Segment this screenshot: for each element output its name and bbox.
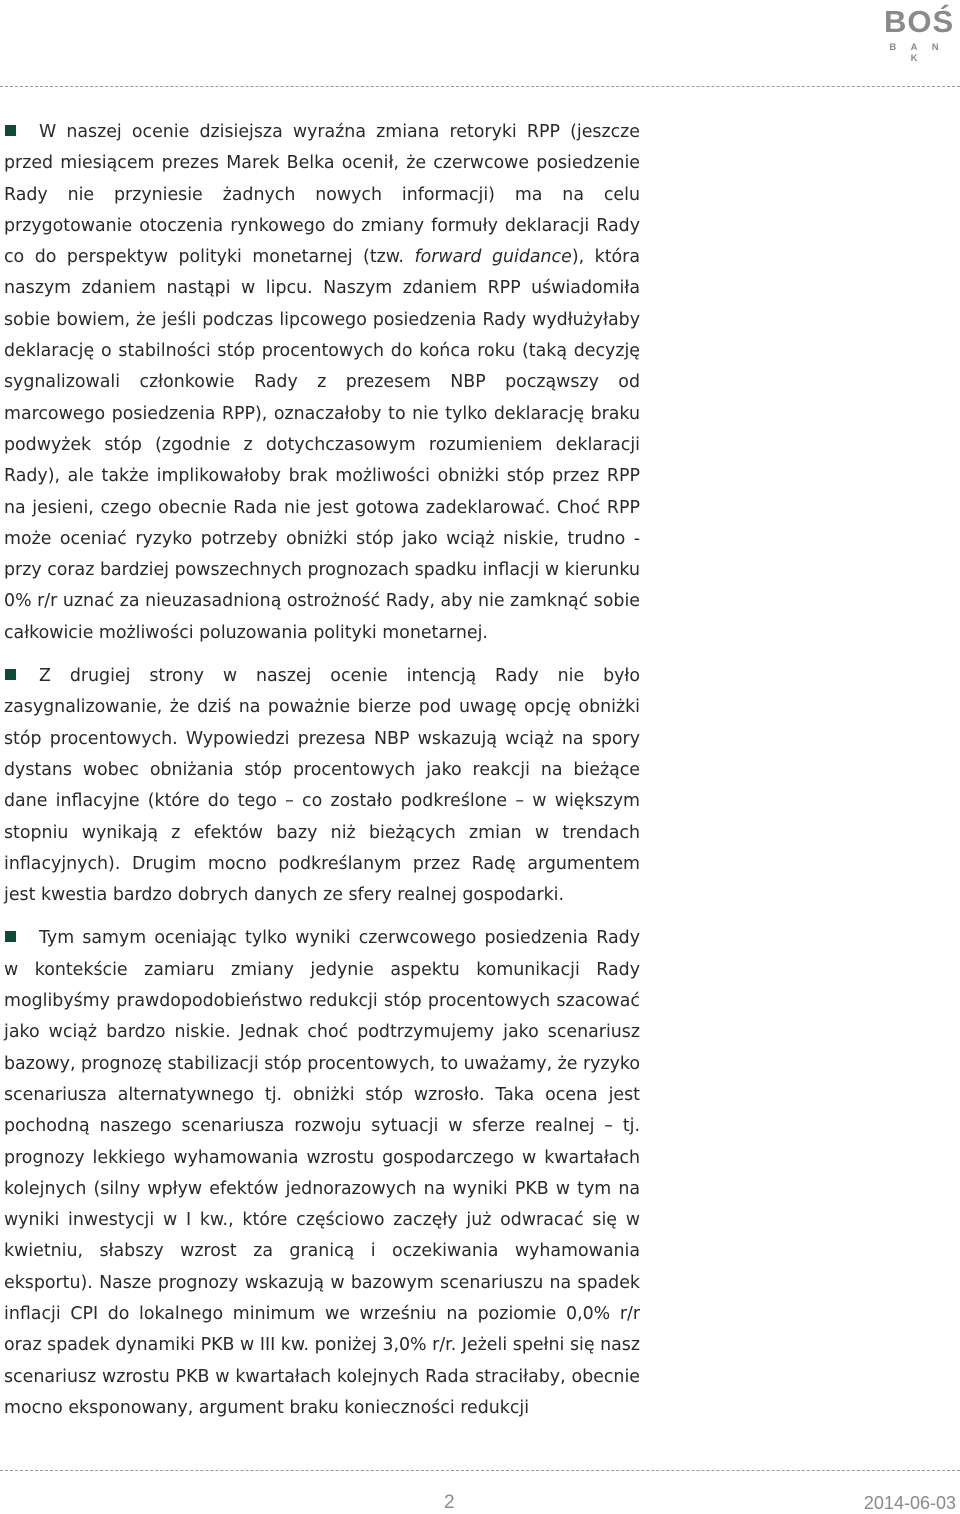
document-body [4, 117, 640, 1436]
bank-logo [884, 4, 955, 64]
paragraph-1-text-cont: ), która naszym zdaniem nastąpi w lipcu. Naszym zdaniem RPP uświadomiła sobie bowiem, że jeśli podczas lipcowego posiedzenia Rady wydłużyłaby deklarację o stabilności stóp procentowych do końca roku (taką decyzję sygnalizowali członkowie Rady z prezesem NBP począwszy od marcowego posiedzenia RPP), oznaczałoby to nie tylko deklarację braku podwyżek stóp (zgodnie z dotychczasowym rozumieniem deklaracji Rady), ale także implikowałoby brak możliwości obniżki stóp przez RPP na jesieni, czego obecnie Rada nie jest gotowa zadeklarować. Choć RPP może oceniać ryzyko potrzeby obniżki stóp jako wciąż niskie, trudno - przy coraz bardziej powszechnych prognozach spadku inflacji w kierunku 0% r/r uznać za nieuzasadnioną ostrożność Rady, aby nie zamknąć sobie całkowicie możliwości poluzowania polityki monetarnej. [4, 247, 640, 643]
document-date: 2014-06-03 [863, 1493, 956, 1513]
square-bullet-icon [5, 125, 16, 136]
paragraph-1-text: W naszej ocenie dzisiejsza wyraźna zmiana retoryki RPP (jeszcze przed miesiącem prezes Marek Belka ocenił, że czerwcowe posiedzenie Rady nie przyniesie żadnych nowych informacji) ma na celu przygotowanie otoczenia rynkowego do zmiany formuły deklaracji Rady co do perspektyw polityki monetarnej (tzw. [4, 122, 640, 268]
square-bullet-icon [5, 669, 16, 680]
page-number: 2 [444, 1492, 455, 1513]
paragraph-1 [4, 117, 640, 649]
square-bullet-icon [5, 931, 16, 942]
footer-divider [0, 1470, 960, 1471]
paragraph-3 [4, 923, 640, 1424]
logo-wordmark: BOŚ [884, 4, 955, 39]
paragraph-2 [4, 661, 640, 911]
paragraph-3-text: Tym samym oceniając tylko wyniki czerwcowego posiedzenia Rady w kontekście zamiaru zmiany jedynie aspektu komunikacji Rady moglibyśmy prawdopodobieństwo redukcji stóp procentowych szacować jako wciąż bardzo niskie. Jednak choć podtrzymujemy jako scenariusz bazowy, prognozę stabilizacji stóp procentowych, to uważamy, że ryzyko scenariusza alternatywnego tj. obniżki stóp wzrosło. Taka ocena jest pochodną naszego scenariusza rozwoju sytuacji w sferze realnej – tj. prognozy lekkiego wyhamowania wzrostu gospodarczego w kwartałach kolejnych (silny wpływ efektów jednorazowych na wyniki PKB w tym na wyniki inwestycji w I kw., które częściowo zaczęły już odwracać się w kwietniu, słabszy wzrost za granicą i oczekiwania wyhamowania eksportu). Nasze prognozy wskazują w bazowym scenariuszu na spadek inflacji CPI do lokalnego minimum we wrześniu na poziomie 0,0% r/r oraz spadek dynamiki PKB w III kw. poniżej 3,0% r/r. Jeżeli spełni się nasz scenariusz wzrostu PKB w kwartałach kolejnych Rada straciłaby, obecnie mocno eksponowany, argument braku konieczności redukcji [4, 928, 640, 1418]
paragraph-1-italic-term: forward guidance [414, 247, 572, 268]
paragraph-2-text: Z drugiej strony w naszej ocenie intencją Rady nie było zasygnalizowanie, że dziś na poważnie bierze pod uwagę opcję obniżki stóp procentowych. Wypowiedzi prezesa NBP wskazują wciąż na spory dystans wobec obniżania stóp procentowych jako reakcji na bieżące dane inflacyjne (które do tego – co zostało podkreślone – w większym stopniu wynikają z efektów bazy niż bieżących zmian w trendach inflacyjnych). Drugim mocno podkreślanym przez Radę argumentem jest kwestia bardzo dobrych danych ze sfery realnej gospodarki. [4, 666, 640, 906]
logo-subtext: B A N K [889, 42, 945, 64]
header-divider [0, 86, 960, 87]
